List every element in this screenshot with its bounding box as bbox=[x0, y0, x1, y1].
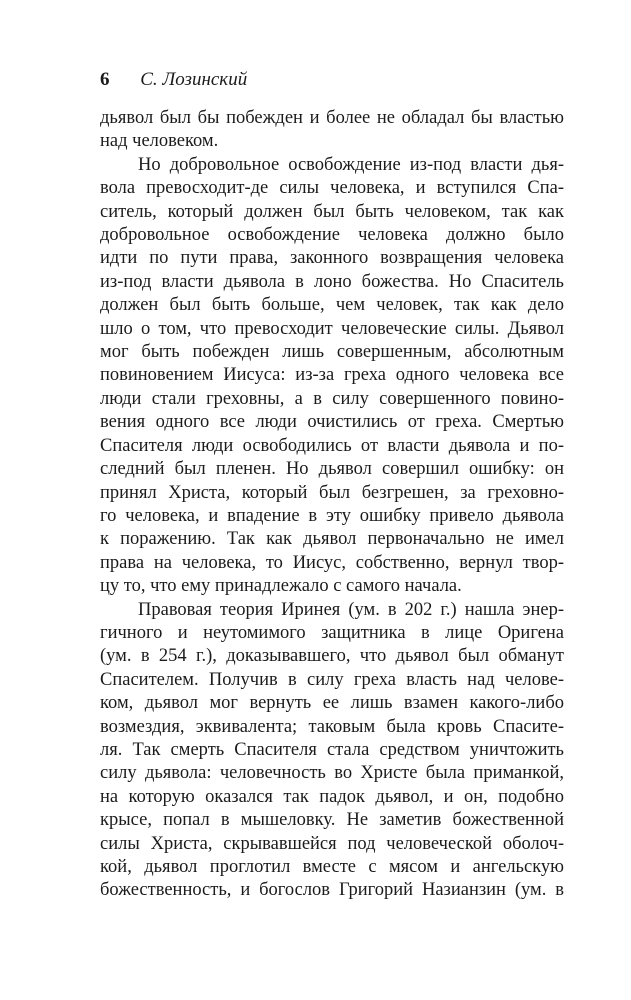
text-line: из-под власти дьявола в лоно божества. Но Спаситель bbox=[100, 271, 564, 292]
text-line: люди стали греховны, а в силу совершенного повино- bbox=[100, 388, 564, 409]
text-line: силы Христа, скрывавшейся под человеческой оболоч- bbox=[100, 833, 564, 854]
text-line: гичного и неутомимого защитника в лице Оригена bbox=[100, 622, 564, 643]
text-line: возмездия, эквивалента; таковым была кровь Спасите- bbox=[100, 716, 564, 737]
text-line: го человека, и впадение в эту ошибку привело дьявола bbox=[100, 505, 564, 526]
body-text bbox=[100, 107, 564, 903]
text-line: к поражению. Так как дьявол первоначально не имел bbox=[100, 529, 564, 550]
running-head-author: С. Лозинский bbox=[140, 69, 248, 90]
text-line: (ум. в 254 г.), доказывавшего, что дьявол был обманут bbox=[100, 646, 564, 667]
text-line: силу дьявола: человечность во Христе была приманкой, bbox=[100, 763, 564, 784]
text-line: Спасителя люди освободились от власти дьявола и по- bbox=[100, 435, 564, 456]
text-line: над человеком. bbox=[100, 131, 219, 152]
text-line: на которую оказался так падок дьявол, и он, подобно bbox=[100, 786, 564, 807]
text-line: должен был быть больше, чем человек, так как дело bbox=[100, 295, 564, 316]
text-line: божественность, и богослов Григорий Назианзин (ум. в bbox=[100, 880, 564, 901]
text-line: ситель, который должен был быть человеком, так как bbox=[100, 201, 564, 222]
paragraph bbox=[100, 107, 564, 154]
paragraph bbox=[100, 154, 564, 599]
paragraph bbox=[100, 599, 564, 903]
text-line: добровольное освобождение человека должно было bbox=[100, 225, 564, 246]
text-line: вола превосходит-де силы человека, и вступился Спа- bbox=[100, 178, 564, 199]
text-line: Спасителем. Получив в силу греха власть над челове- bbox=[100, 669, 564, 690]
text-line: крысе, попал в мышеловку. Не заметив божественной bbox=[100, 810, 564, 831]
text-line: принял Христа, который был безгрешен, за греховно- bbox=[100, 482, 564, 503]
text-line: дьявол был бы побежден и более не обладал бы властью bbox=[100, 108, 564, 128]
text-line: повиновением Иисуса: из-за греха одного человека все bbox=[100, 365, 564, 386]
text-line: ля. Так смерть Спасителя стала средством уничтожить bbox=[100, 739, 564, 760]
text-line: идти по пути права, законного возвращения человека bbox=[100, 248, 564, 269]
text-line: цу то, что ему принадлежало с самого начала. bbox=[100, 576, 462, 597]
text-line: вения одного все люди очистились от греха. Смертью bbox=[100, 412, 564, 433]
text-line: мог быть побежден лишь совершенным, абсолютным bbox=[100, 342, 564, 363]
running-head bbox=[100, 69, 564, 91]
text-line: Но добровольное освобождение из-под власти дья- bbox=[138, 154, 564, 175]
text-line: шло о том, что превосходит человеческие силы. Дьявол bbox=[100, 318, 564, 339]
text-line: Правовая теория Иринея (ум. в 202 г.) нашла энер- bbox=[138, 599, 564, 620]
text-line: следний был пленен. Но дьявол совершил ошибку: он bbox=[100, 459, 564, 480]
page-number: 6 bbox=[100, 69, 110, 90]
text-line: права на человека, то Иисус, собственно, вернул твор- bbox=[100, 552, 564, 573]
text-line: ком, дьявол мог вернуть ее лишь взамен какого-либо bbox=[100, 693, 564, 714]
text-line: кой, дьявол проглотил вместе с мясом и ангельскую bbox=[100, 857, 564, 877]
